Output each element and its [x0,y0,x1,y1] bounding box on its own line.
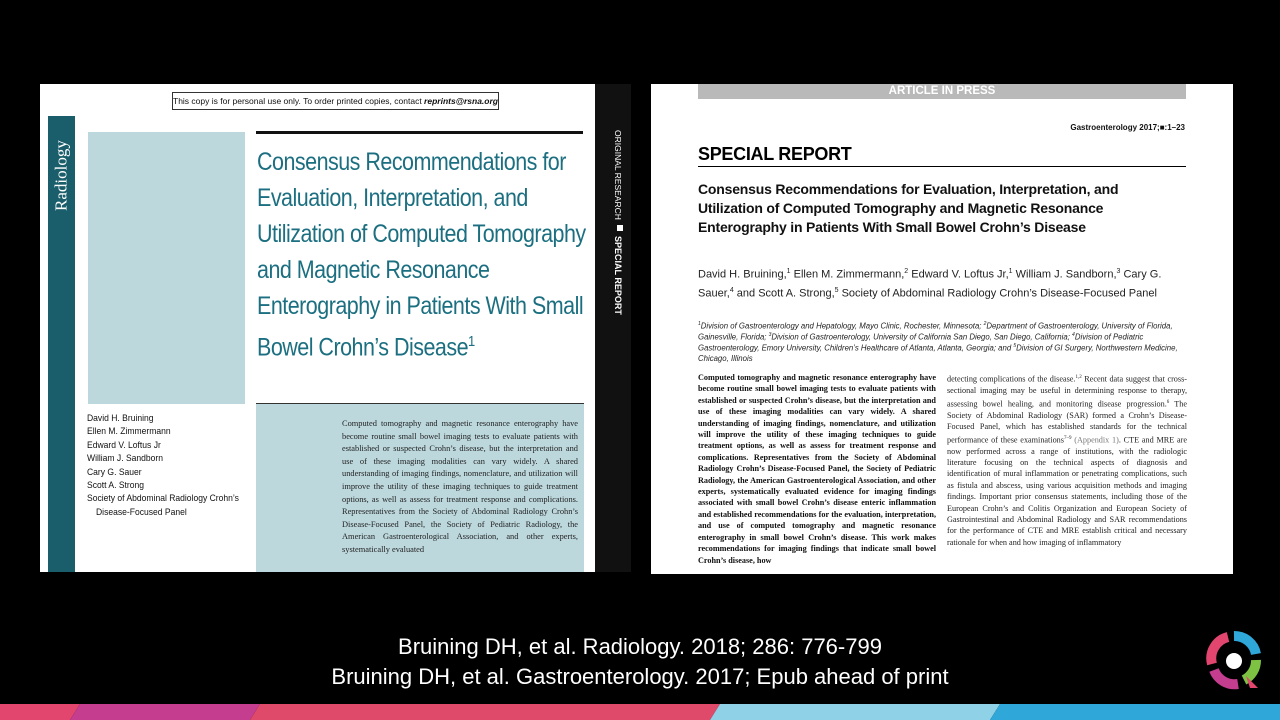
copy-notice [172,92,499,110]
radiology-article-page [40,84,631,572]
section-label [601,130,623,330]
journal-name: Radiology [51,140,71,212]
affiliation-ref: 2 [904,268,909,275]
section-strip [595,84,631,572]
author-group: Society of Abdominal Radiology Crohn’s Disease-Focused Panel [841,287,1157,300]
author: Disease-Focused Panel [96,506,187,518]
affiliation-number: 3 [768,332,772,339]
journal-reference: Gastroenterology 2017;■:1–23 [1070,123,1185,132]
author: William J. Sandborn, [1015,268,1117,281]
author: Cary G. Sauer, [698,268,1162,300]
author: Ellen M. Zimmermann, [793,268,905,281]
article-in-press-banner: ARTICLE IN PRESS [698,84,1186,99]
section-heading: SPECIAL REPORT [698,144,852,164]
decorative-block [88,132,245,404]
affiliations [698,320,1184,363]
affiliation-ref: 5 [834,286,839,294]
citation-ref: 1,2 [1075,375,1082,380]
title-rule [256,131,583,134]
affiliation-ref: 3 [1116,268,1121,275]
affiliation: Department of Gastroenterology, University of Florida, Gainesville, Florida; [698,321,1173,342]
reprints-email: reprints@rsna.org [424,96,498,106]
article-title [257,144,587,365]
author: Ellen M. Zimmermann [87,426,171,438]
article-title-text: Consensus Recommendations for Evaluation, Interpretation, and Utilization of Computed Tomography and Magnetic Resonance Enterography in Patients With Small Bowel Crohn’s Disease [257,148,586,362]
body-text: The Society of Abdominal Radiology (SAR) formed a Crohn’s Disease-Focused Panel, which has established standards for the technical performance of these examinations [947,399,1187,445]
affiliation: Division of GI Surgery, Northwestern Medicine, Chicago, Illinois [698,343,1178,363]
decorative-stripe [0,704,1280,720]
citation-ref: 7–9 [1063,435,1072,441]
author-list [87,412,249,519]
abstract-column: Computed tomography and magnetic resonance enterography have become routine small bowel imaging tests to evaluate patients with established or suspected Crohn’s disease, but the interpretation and use of these imaging modalities can vary widely. A shared understanding of imaging findings, nomenclature, and utilization will improve the utility of these imaging techniques to guide treatment options, as well as assess for treatment response and complications. Representatives from the Society of Abdominal Radiology Crohn’s Disease-Focused Panel, the Society of Pediatric Radiology, the American Gastroenterological Association, and other experts, systematically evaluated evidence for imaging findings associated with small bowel Crohn’s disease enteric inflammation and established recommendations for the evaluation, interpretation, and use of computed tomography and magnetic resonance enterography in small bowel Crohn’s disease. This work makes recommendations for imaging findings that indicate small bowel Crohn’s disease, how [698,373,936,565]
body-column [947,372,1187,548]
heading-rule [698,166,1186,167]
affiliation: Division of Gastroenterology and Hepatology, Mayo Clinic, Rochester, Minnesota; [700,321,984,331]
abstract-text: Computed tomography and magnetic resonance enterography have become routine small bowel imaging tests to evaluate patients with established or suspected Crohn’s disease, but the interpretation and use of these imaging modalities can vary widely. A shared understanding of imaging findings, nomenclature, and utilization will improve the utility of these imaging techniques to guide treatment options, as well as assess for treatment response and complications. Representatives from the Society of Abdominal Radiology Crohn’s Disease-Focused Panel, the Society of Pediatric Radiology, the American Gastroenterological Association, and other experts, systematically evaluated [342,419,578,554]
title-footnote: 1 [468,333,475,350]
article-title: Consensus Recommendations for Evaluation, Interpretation, and Utilization of Computed Tomography and Magnetic Resonance Enterography in Patients With Small Bowel Crohn’s Disease [698,181,1119,235]
organization-logo-icon [1206,630,1262,690]
affiliation-number: 4 [1072,332,1075,339]
author: Cary G. Sauer [87,466,142,478]
author: David H. Bruining [87,413,154,424]
citation-block [0,632,1280,692]
section-label-secondary: SPECIAL REPORT [613,235,623,315]
author: Scott A. Strong [87,480,145,492]
affiliation: Division of Gastroenterology, University of California San Diego, San Diego, California; [771,332,1073,342]
affiliation-ref: 1 [786,268,791,275]
author: David H. Bruining, [698,268,787,281]
affiliation-number: 5 [1013,343,1017,350]
abstract-panel [256,404,584,572]
appendix-link[interactable]: (Appendix 1) [1074,435,1119,445]
body-text: detecting complications of the disease. [947,374,1076,384]
author: William J. Sandborn [87,453,164,465]
author: Society of Abdominal Radiology Crohn’s [87,493,239,505]
affiliation: Division of Pediatric Gastroenterology, Emory University, Children’s Healthcare of Atlanta, Atlanta, Georgia; and [698,332,1144,353]
author-line [698,264,1178,301]
body-text: . CTE and MRE are now performed across a range of institutions, with the radiologic literature focusing on the technical aspects of diagnosis and identification of mural inflammation or penetrating complications, such as fistula and abscess, using various acquisition methods and imaging findings. Important prior consensus statements, including those of the European Crohn’s and Colitis Organization and European Society of Gastrointestinal and Abdominal Radiology and SAR recommendations for the performance of CTE and MRE establish critical and necessary rationale for when and how imaging of inflammatory [947,435,1187,547]
affiliation-ref: 1 [1008,268,1013,275]
separator-square [617,225,623,231]
journal-bar [48,116,75,572]
citation-gastroenterology: Bruining DH, et al. Gastroenterology. 2017; Epub ahead of print [331,664,949,689]
author: and Scott A. Strong, [736,287,835,300]
author: Edward V. Loftus Jr [87,439,161,451]
affiliation-number: 1 [698,321,701,327]
affiliation-number: 2 [983,321,987,327]
section-label-primary: ORIGINAL RESEARCH [613,130,623,220]
author: Edward V. Loftus Jr, [911,268,1009,281]
gastroenterology-article-page [651,84,1233,574]
citation-radiology: Bruining DH, et al. Radiology. 2018; 286: 776-799 [398,634,882,659]
citation-ref: 6 [1166,399,1170,405]
affiliation-ref: 4 [729,286,734,294]
body-text: Recent data suggest that cross-sectional imaging may be useful in determining response to therapy, assessing bowel healing, and monitoring disease progression. [947,374,1187,409]
copy-notice-text: This copy is for personal use only. To order printed copies, contact [173,96,425,106]
